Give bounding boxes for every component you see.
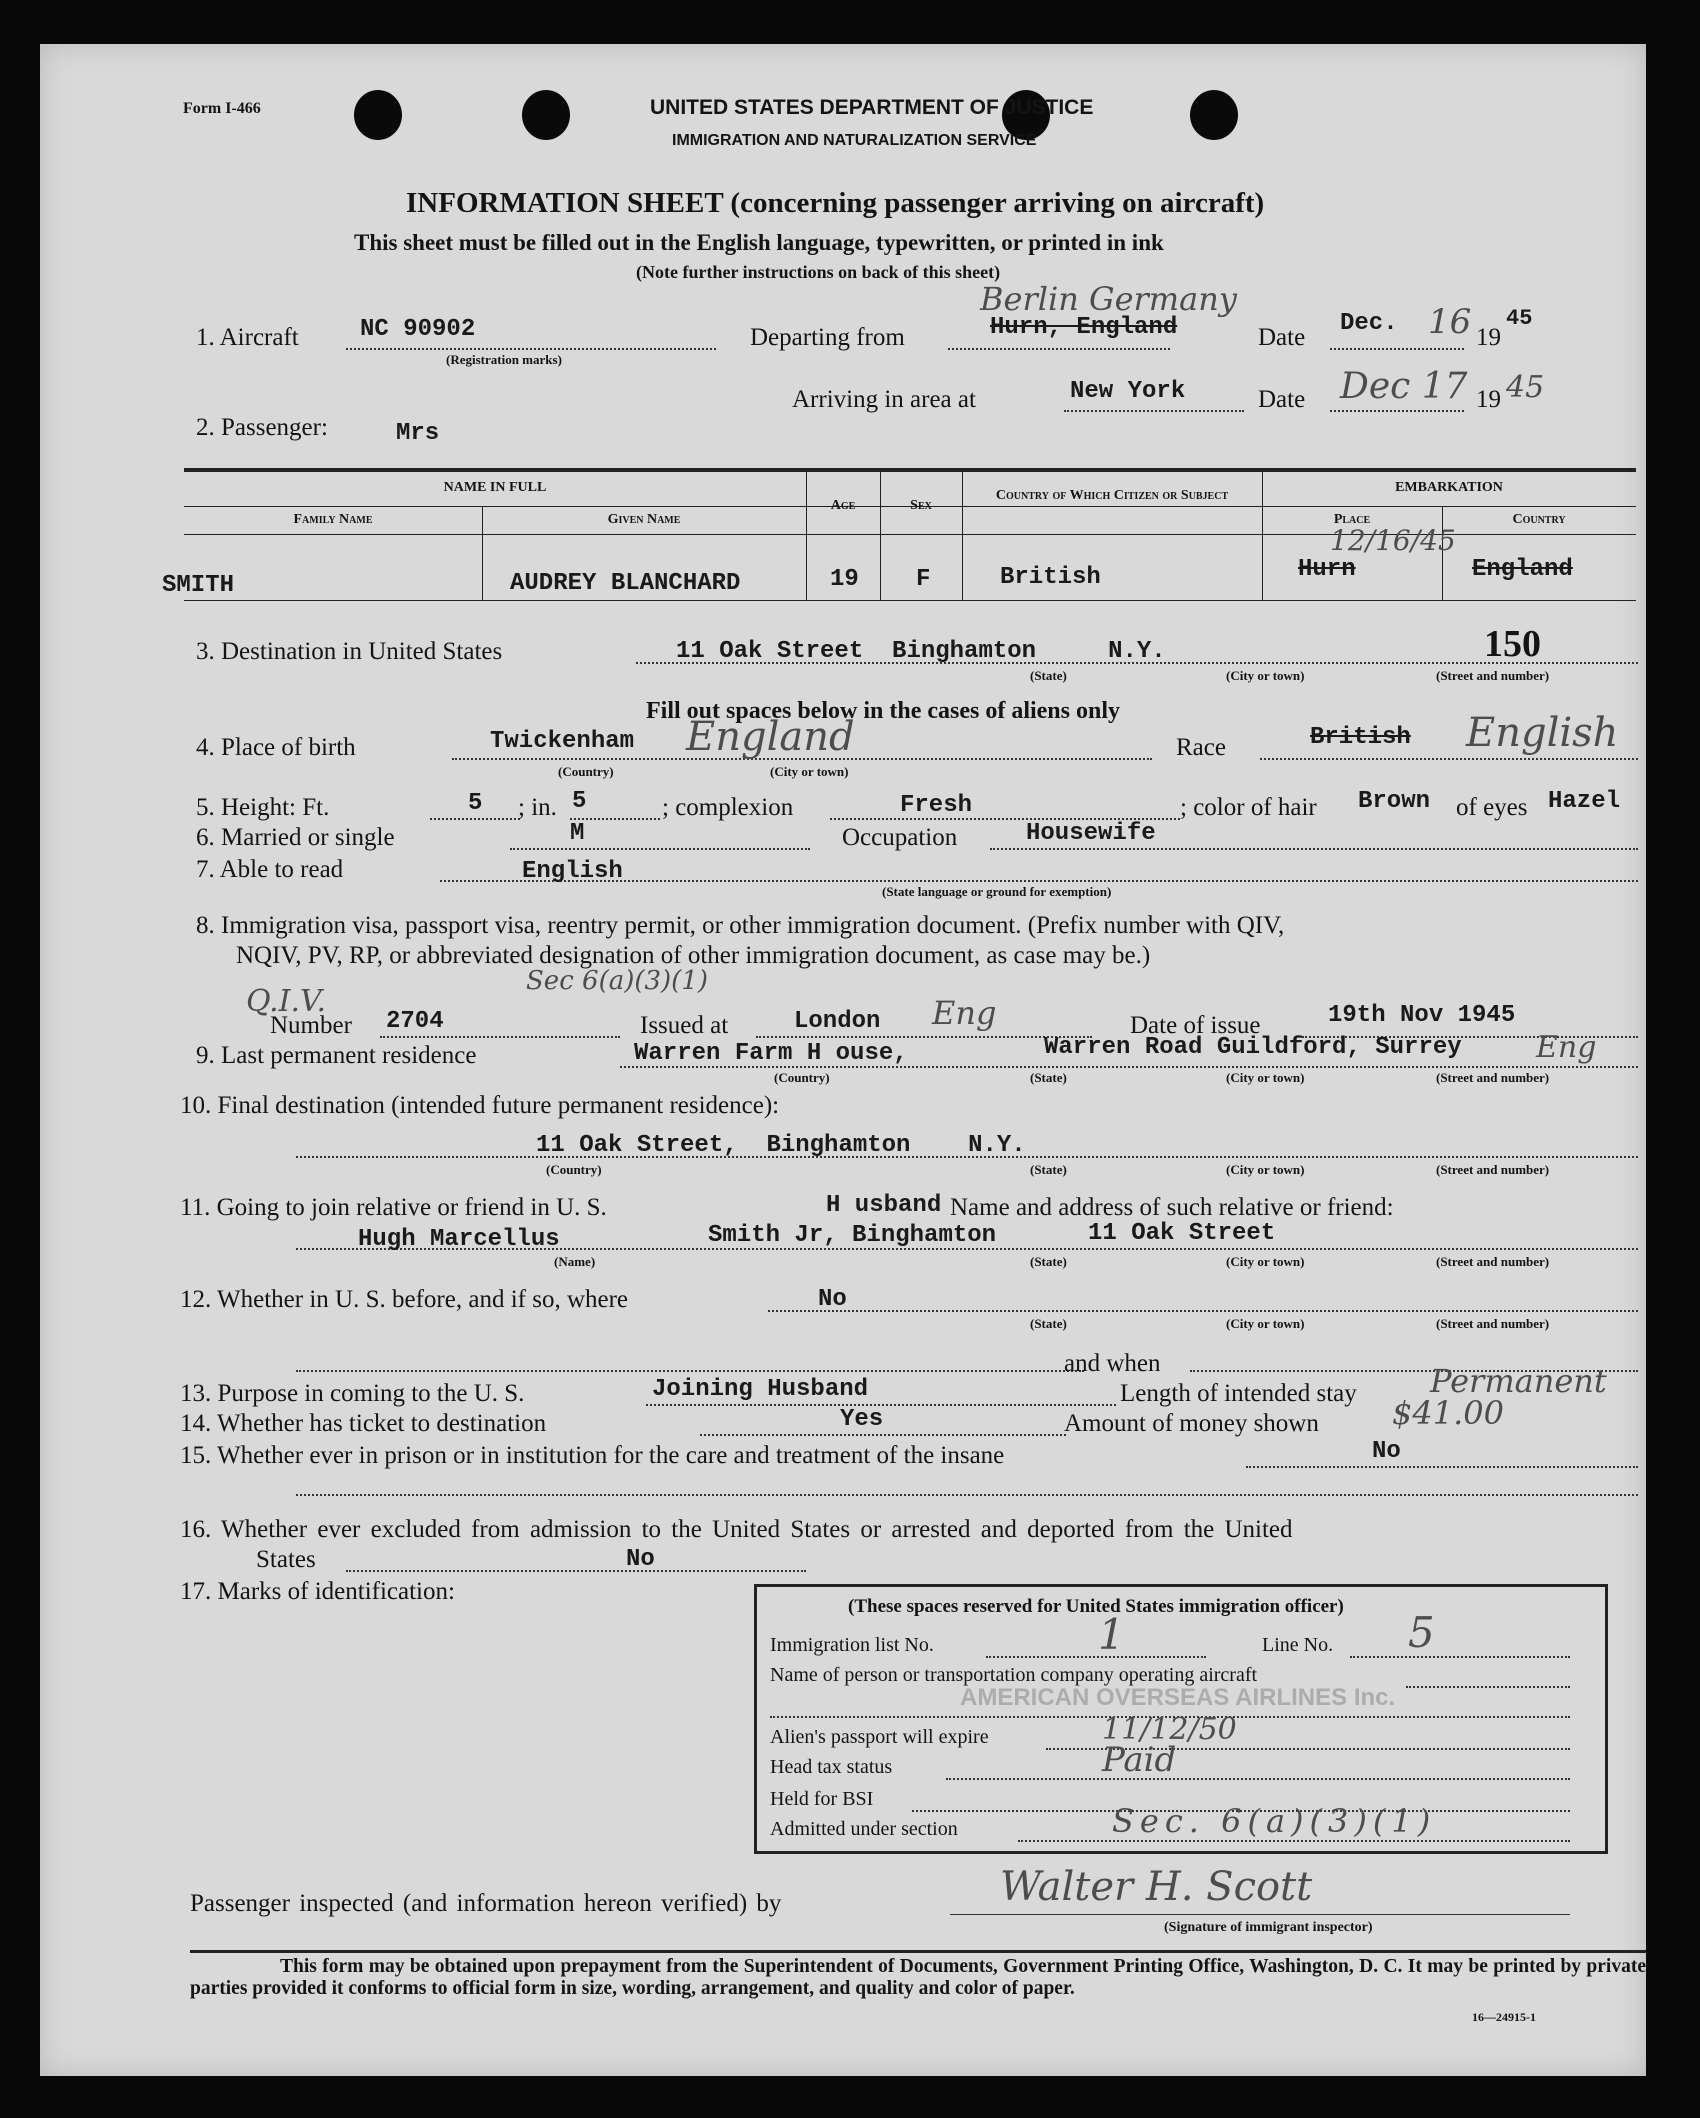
depart-month: Dec.	[1340, 310, 1398, 337]
occupation-label: Occupation	[842, 824, 958, 851]
visa-prefix-handwritten: Q.I.V.	[246, 984, 326, 1019]
country-caption: (Country)	[546, 1162, 602, 1177]
in-us-before-value: No	[818, 1286, 847, 1313]
form-instruction: This sheet must be filled out in the English language, typewritten, or printed in ink	[354, 230, 1164, 255]
birth-country-handwritten: England	[686, 714, 855, 760]
q8-label-line1: 8. Immigration visa, passport visa, reentry permit, or other immigration document. (Prefix number with QIV,	[196, 912, 1285, 939]
relative-label: Name and address of such relative or friend:	[950, 1194, 1394, 1221]
issued-at-value: London	[794, 1008, 881, 1035]
street-caption: (Street and number)	[1436, 668, 1550, 683]
passenger-title: Mrs	[396, 420, 440, 447]
arrive-year-handwritten: 45	[1506, 370, 1545, 405]
residence-handwritten: Eng	[1536, 1030, 1597, 1065]
final-destination-value: 11 Oak Street, Binghamton N.Y.	[536, 1132, 1026, 1159]
money-label: Amount of money shown	[1064, 1410, 1319, 1437]
depart-year: 45	[1506, 306, 1533, 331]
state-caption: (State)	[1030, 668, 1067, 683]
arrive-date-handwritten: Dec 17	[1340, 366, 1468, 407]
excluded-value: No	[626, 1546, 655, 1573]
passport-expire-handwritten: 11/12/50	[1102, 1712, 1237, 1747]
q13-label: 13. Purpose in coming to the U. S.	[180, 1380, 525, 1407]
height-ft-value: 5	[468, 790, 483, 817]
q5-label: 5. Height: Ft.	[196, 794, 330, 821]
marital-value: M	[570, 820, 585, 847]
birth-place-value: Twickenham	[490, 728, 635, 755]
footer-text: This form may be obtained upon prepayment from the Superintendent of Documents, Government Printing Office, Washington, D. C. It may be printed by private parties provided it conforms to official form in size, wording, arrangement, and quality and color of paper.	[190, 1956, 1646, 1999]
col-country: Country	[1512, 512, 1566, 527]
country-caption: (Country)	[558, 764, 614, 779]
hair-value: Brown	[1358, 788, 1431, 815]
state-caption: (State)	[1030, 1254, 1067, 1269]
destination-value: 11 Oak Street Binghamton N.Y.	[676, 638, 1166, 665]
cell-embark-place: Hurn	[1298, 556, 1356, 583]
relative-city-value: Smith Jr, Binghamton	[708, 1222, 997, 1249]
q10-label: 10. Final destination (intended future permanent residence):	[180, 1092, 780, 1119]
signature-caption: (Signature of immigrant inspector)	[1164, 1920, 1373, 1935]
admitted-section-handwritten: Sec. 6(a)(3)(1)	[1112, 1802, 1437, 1840]
punch-hole	[1190, 90, 1238, 140]
officer-box-title: (These spaces reserved for United States immigration officer)	[848, 1596, 1344, 1617]
punch-hole	[522, 90, 570, 140]
depart-day: 16	[1428, 302, 1472, 342]
aliens-only-heading: Fill out spaces below in the cases of aliens only	[646, 698, 1121, 724]
city-caption: (City or town)	[1226, 1070, 1305, 1085]
list-no-handwritten: 1	[1098, 1610, 1125, 1659]
q1-label: 1. Aircraft	[196, 324, 299, 351]
aircraft-value: NC 90902	[360, 316, 476, 343]
prison-value: No	[1372, 1438, 1401, 1465]
departing-handwritten: Berlin Germany	[980, 280, 1237, 318]
form-sheet	[40, 44, 1646, 2076]
col-age: Age	[830, 498, 856, 513]
eyes-label: of eyes	[1456, 794, 1528, 821]
passport-expire-label: Alien's passport will expire	[770, 1726, 989, 1748]
list-no-label: Immigration list No.	[770, 1634, 934, 1656]
name-caption: (Name)	[554, 1254, 596, 1269]
height-in-label: ; in.	[518, 794, 557, 821]
visa-section-handwritten: Sec 6(a)(3)(1)	[526, 966, 709, 996]
q2-label: 2. Passenger:	[196, 414, 328, 441]
complexion-value: Fresh	[900, 792, 973, 819]
arriving-label: Arriving in area at	[792, 386, 976, 413]
state-caption: (State)	[1030, 1070, 1067, 1085]
col-place: Place	[1333, 512, 1371, 527]
arrive-year-prefix: 19	[1476, 386, 1501, 413]
q8-label-line2: NQIV, PV, RP, or abbreviated designation of other immigration document, as case may be.)	[236, 942, 1151, 969]
race-label: Race	[1176, 734, 1226, 761]
state-caption: (State)	[1030, 1316, 1067, 1331]
race-typed: British	[1310, 724, 1411, 751]
doc-number-value: 2704	[386, 1008, 444, 1035]
col-given-name: Given Name	[607, 512, 681, 527]
punch-hole	[354, 90, 402, 140]
date-label: Date	[1258, 324, 1306, 351]
city-caption: (City or town)	[1226, 1162, 1305, 1177]
operator-label: Name of person or transportation company operating aircraft	[770, 1664, 1258, 1686]
relative-street-value: 11 Oak Street	[1088, 1220, 1276, 1247]
q12-label: 12. Whether in U. S. before, and if so, where	[180, 1286, 629, 1313]
col-country-citizen: Country of Which Citizen or Subject	[995, 488, 1229, 503]
airline-stamp: AMERICAN OVERSEAS AIRLINES Inc.	[960, 1684, 1396, 1711]
departing-label: Departing from	[750, 324, 905, 351]
form-number: Form I-466	[183, 100, 261, 117]
arriving-value: New York	[1070, 378, 1186, 405]
occupation-value: Housewife	[1026, 820, 1156, 847]
admitted-section-label: Admitted under section	[770, 1818, 958, 1840]
q15-label: 15. Whether ever in prison or in institution for the care and treatment of the insane	[180, 1442, 1005, 1469]
line-no-handwritten: 5	[1408, 1608, 1435, 1657]
form-title: INFORMATION SHEET (concerning passenger arriving on aircraft)	[406, 187, 1265, 219]
print-code: 16—24915-1	[1472, 2010, 1536, 2024]
held-bsi-label: Held for BSI	[770, 1788, 874, 1810]
cell-family-name: SMITH	[162, 572, 235, 599]
inspector-signature: Walter H. Scott	[1000, 1864, 1313, 1910]
col-sex: Sex	[910, 498, 932, 513]
and-when-label: and when	[1064, 1350, 1161, 1377]
city-caption: (City or town)	[1226, 1254, 1305, 1269]
city-caption: (City or town)	[770, 764, 849, 779]
complexion-label: ; complexion	[662, 794, 794, 821]
q6-label: 6. Married or single	[196, 824, 395, 851]
q16-label-line2: States	[256, 1546, 316, 1573]
registration-caption: (Registration marks)	[446, 352, 562, 367]
form-note: (Note further instructions on back of this sheet)	[636, 262, 1001, 282]
city-caption: (City or town)	[1226, 1316, 1305, 1331]
cell-embark-country: England	[1472, 556, 1573, 583]
length-stay-handwritten: Permanent	[1430, 1362, 1607, 1400]
country-caption: (Country)	[774, 1070, 830, 1085]
q17-label: 17. Marks of identification:	[180, 1578, 455, 1605]
city-caption: (City or town)	[1226, 668, 1305, 683]
purpose-value: Joining Husband	[652, 1376, 869, 1403]
language-caption: (State language or ground for exemption)	[882, 884, 1112, 899]
hair-label: ; color of hair	[1180, 794, 1317, 821]
issue-date-label: Date of issue	[1130, 1012, 1261, 1039]
dept-heading: UNITED STATES DEPARTMENT OF JUSTICE	[650, 96, 1094, 119]
street-caption: (Street and number)	[1436, 1254, 1550, 1269]
year-prefix: 19	[1476, 324, 1501, 351]
reads-value: English	[522, 858, 623, 885]
col-family-name: Family Name	[293, 512, 373, 527]
street-caption: (Street and number)	[1436, 1162, 1550, 1177]
q7-label: 7. Able to read	[196, 856, 344, 883]
number-label: Number	[270, 1012, 352, 1039]
cell-given-name: AUDREY BLANCHARD	[510, 570, 741, 597]
inspected-by-label: Passenger inspected (and information hereon verified) by	[190, 1890, 782, 1917]
join-relation-value: H usband	[826, 1192, 942, 1219]
head-tax-label: Head tax status	[770, 1756, 893, 1778]
height-in-value: 5	[572, 788, 587, 815]
street-caption: (Street and number)	[1436, 1316, 1550, 1331]
arrive-date-label: Date	[1258, 386, 1306, 413]
q4-label: 4. Place of birth	[196, 734, 356, 761]
residence-value-1: Warren Farm H ouse,	[634, 1040, 908, 1067]
departing-typed: Hurn, England	[990, 314, 1178, 341]
length-stay-label: Length of intended stay	[1120, 1380, 1357, 1407]
head-tax-handwritten: Paid	[1102, 1740, 1177, 1780]
money-handwritten: $41.00	[1392, 1394, 1504, 1432]
residence-value-2: Warren Road Guildford, Surrey	[1044, 1034, 1462, 1061]
relative-name-value: Hugh Marcellus	[358, 1226, 560, 1253]
issued-at-handwritten: Eng	[932, 994, 997, 1032]
cell-age: 19	[830, 566, 859, 593]
q16-label-line1: 16. Whether ever excluded from admission to the United States or arrested and deported from the United	[180, 1516, 1293, 1543]
eyes-value: Hazel	[1548, 788, 1621, 815]
destination-number: 150	[1484, 623, 1541, 665]
issued-at-label: Issued at	[640, 1012, 729, 1039]
q9-label: 9. Last permanent residence	[196, 1042, 477, 1069]
col-embarkation: EMBARKATION	[1395, 480, 1503, 495]
state-caption: (State)	[1030, 1162, 1067, 1177]
street-caption: (Street and number)	[1436, 1070, 1550, 1085]
cell-citizen: British	[1000, 564, 1101, 591]
service-heading: IMMIGRATION AND NATURALIZATION SERVICE	[672, 132, 1037, 149]
ticket-value: Yes	[840, 1406, 884, 1433]
col-name-in-full: NAME IN FULL	[443, 480, 547, 495]
race-handwritten: English	[1466, 710, 1619, 756]
cell-sex: F	[916, 566, 931, 593]
q14-label: 14. Whether has ticket to destination	[180, 1410, 547, 1437]
q11-label: 11. Going to join relative or friend in U. S.	[180, 1194, 607, 1221]
cell-embark-date-handwritten: 12/16/45	[1330, 524, 1456, 557]
issue-date-value: 19th Nov 1945	[1328, 1002, 1516, 1029]
line-no-label: Line No.	[1262, 1634, 1334, 1656]
q3-label: 3. Destination in United States	[196, 638, 503, 665]
